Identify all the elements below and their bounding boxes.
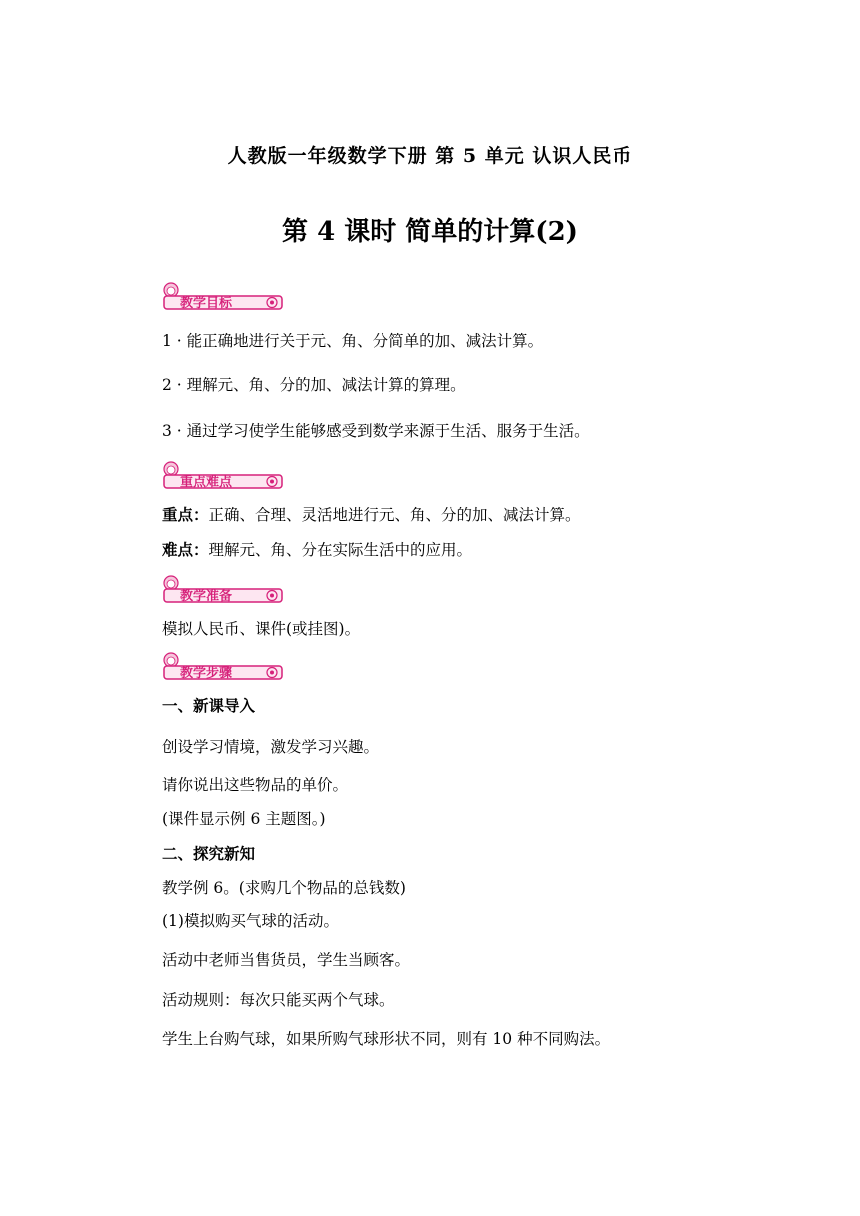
section2-line-2: (1)模拟购买气球的活动。 xyxy=(162,912,339,930)
badge-steps xyxy=(160,652,286,682)
document-header: 人教版一年级数学下册 第 5 单元 认识人民币 xyxy=(227,145,633,167)
badge-preparation xyxy=(160,575,286,605)
objective-1: 1 · 能正确地进行关于元、角、分简单的加、减法计算。 xyxy=(162,332,544,350)
key-point-label: 重点： xyxy=(162,506,209,524)
section1-line-3: (课件显示例 6 主题图。) xyxy=(162,810,326,828)
badge-steps-label: 教学步骤 xyxy=(180,666,233,681)
section1-line-1: 创设学习情境，激发学习兴趣。 xyxy=(162,738,380,756)
difficult-point-text: 理解元、角、分在实际生活中的应用。 xyxy=(208,541,473,559)
key-point-text: 正确、合理、灵活地进行元、角、分的加、减法计算。 xyxy=(208,506,581,524)
badge-preparation-label: 教学准备 xyxy=(180,589,233,604)
section1-heading: 一、新课导入 xyxy=(162,697,256,715)
badge-objectives xyxy=(160,282,286,312)
lesson-title: 第 4 课时 简单的计算(2) xyxy=(282,217,578,247)
section2-line-1: 教学例 6。(求购几个物品的总钱数) xyxy=(162,879,406,897)
difficult-point-label: 难点： xyxy=(162,541,209,559)
section2-line-4: 活动规则：每次只能买两个气球。 xyxy=(162,991,395,1009)
difficult-point-line xyxy=(162,538,472,560)
badge-key-points xyxy=(160,461,286,491)
badge-key-points-label: 重点难点 xyxy=(180,475,233,490)
objective-3: 3 · 通过学习使学生能够感受到数学来源于生活、服务于生活。 xyxy=(162,422,590,440)
preparation-text: 模拟人民币、课件(或挂图)。 xyxy=(162,620,361,638)
objective-2: 2 · 理解元、角、分的加、减法计算的算理。 xyxy=(162,376,466,394)
key-point-line xyxy=(162,503,581,525)
section1-line-2: 请你说出这些物品的单价。 xyxy=(162,776,349,794)
section2-heading: 二、探究新知 xyxy=(162,845,256,863)
section2-line-3: 活动中老师当售货员，学生当顾客。 xyxy=(162,951,411,969)
section2-line-5: 学生上台购气球，如果所购气球形状不同，则有 10 种不同购法。 xyxy=(162,1030,611,1048)
badge-objectives-label: 教学目标 xyxy=(180,296,233,311)
